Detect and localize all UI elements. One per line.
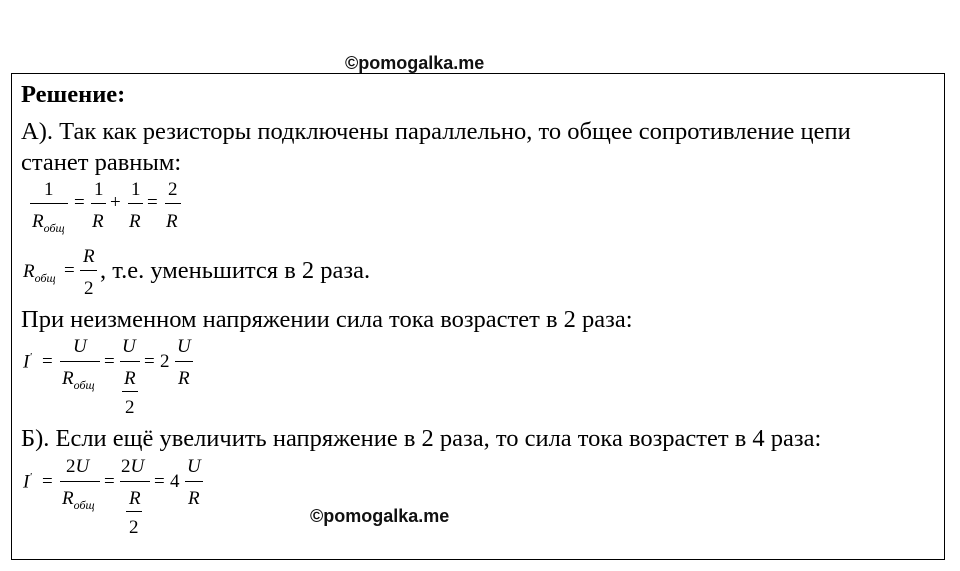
formula-symbol: = xyxy=(42,351,53,372)
formula-symbol: U xyxy=(177,336,191,357)
formula-symbol: 2 xyxy=(129,517,139,538)
part-b-line-1: Б). Если ещё увеличить напряжение в 2 раза, то сила тока возрастет в 4 раза: xyxy=(21,425,822,452)
part-a-line-1: А). Так как резисторы подключены параллельно, то общее сопротивление цепи xyxy=(21,118,851,145)
formula-symbol: U xyxy=(122,336,136,357)
formula-symbol: $R_{общ}$ xyxy=(32,211,65,235)
formula-symbol: R xyxy=(188,488,200,509)
formula-symbol: 1 xyxy=(131,179,141,200)
fraction-bar xyxy=(122,391,138,392)
fraction-bar xyxy=(120,481,150,482)
part-a-reduce-text: , т.е. уменьшится в 2 раза. xyxy=(100,257,371,284)
watermark-top: ©pomogalka.me xyxy=(345,53,485,73)
formula-symbol: I' xyxy=(23,351,32,373)
solution-heading: Решение: xyxy=(21,81,126,108)
formula-symbol: R xyxy=(129,211,141,232)
fraction-bar xyxy=(80,270,97,271)
formula-symbol: = xyxy=(144,351,155,372)
fraction-bar xyxy=(91,203,106,204)
formula-symbol: $R_{общ}$ xyxy=(62,488,95,512)
formula-symbol: = xyxy=(154,471,165,492)
fraction-bar xyxy=(128,203,143,204)
fraction-bar xyxy=(60,361,100,362)
formula-symbol: U xyxy=(187,456,201,477)
formula-symbol: 2U xyxy=(121,456,145,477)
formula-symbol: 2 xyxy=(160,351,170,372)
part-a-line-2: станет равным: xyxy=(21,149,182,176)
formula-symbol: R xyxy=(166,211,178,232)
watermark-bottom: ©pomogalka.me xyxy=(310,506,450,526)
formula-symbol: 1 xyxy=(44,179,54,200)
part-a-current-text: При неизменном напряжении сила тока возрастет в 2 раза: xyxy=(21,306,633,333)
formula-symbol: 2 xyxy=(125,397,135,418)
fraction-bar xyxy=(126,511,142,512)
formula-symbol: $R_{общ}$ xyxy=(62,368,95,392)
fraction-bar xyxy=(30,203,68,204)
formula-symbol: 4 xyxy=(170,471,180,492)
formula-symbol: = xyxy=(147,192,158,213)
fraction-bar xyxy=(60,481,100,482)
formula-symbol: = xyxy=(104,351,115,372)
formula-symbol: R xyxy=(92,211,104,232)
fraction-bar xyxy=(175,361,193,362)
fraction-bar xyxy=(165,203,181,204)
formula-symbol: R xyxy=(124,368,136,389)
formula-symbol: = xyxy=(42,471,53,492)
formula-symbol: = xyxy=(64,260,75,281)
formula-symbol: = xyxy=(74,192,85,213)
fraction-bar xyxy=(120,361,140,362)
formula-symbol: 1 xyxy=(94,179,104,200)
formula-symbol: 2U xyxy=(66,456,90,477)
formula-symbol: = xyxy=(104,471,115,492)
formula-symbol: 2 xyxy=(84,278,94,299)
formula-symbol: 2 xyxy=(168,179,178,200)
formula-symbol: I' xyxy=(23,471,32,493)
formula-symbol: U xyxy=(73,336,87,357)
formula-symbol: R xyxy=(83,246,95,267)
formula-symbol: $R_{общ}$ xyxy=(23,261,56,285)
formula-symbol: + xyxy=(110,192,121,213)
fraction-bar xyxy=(185,481,203,482)
formula-symbol: R xyxy=(129,488,141,509)
formula-symbol: R xyxy=(178,368,190,389)
